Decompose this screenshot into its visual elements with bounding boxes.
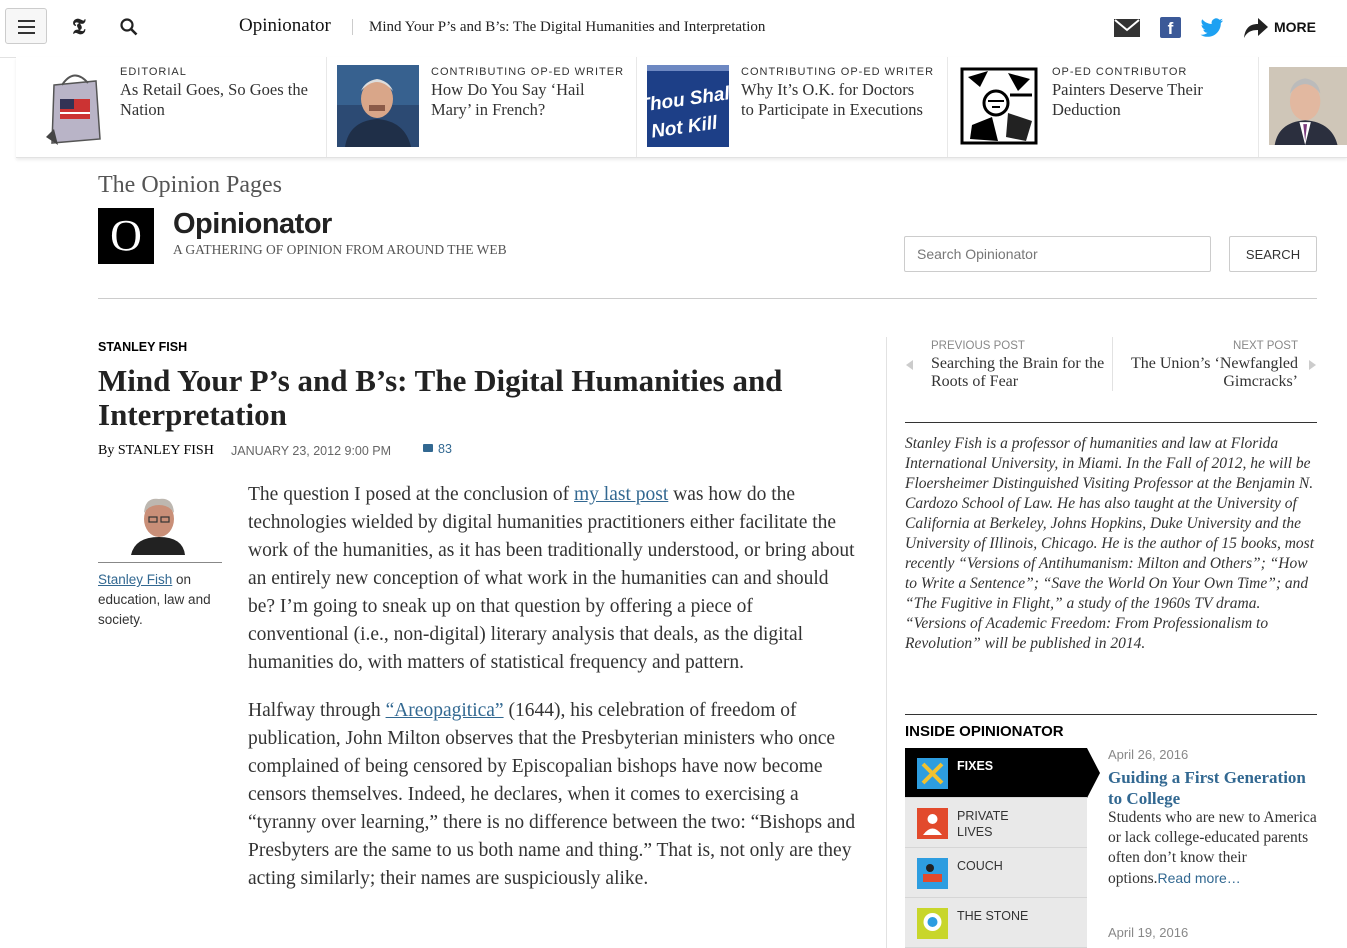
couch-icon	[917, 858, 948, 889]
summary-text: Students who are new to America or lack college-educated parents often don’t know their options.	[1108, 809, 1317, 887]
divider	[905, 714, 1317, 715]
ribbon	[16, 57, 1347, 158]
blog-title[interactable]: Opinionator	[173, 208, 332, 240]
ribbon-kicker: OP-ED CONTRIBUTOR	[1052, 66, 1188, 78]
ribbon-item[interactable]	[16, 57, 327, 157]
divider	[905, 422, 1317, 423]
ribbon-title[interactable]: How Do You Say ‘Hail Mary’ in French?	[431, 80, 585, 119]
paragraph	[248, 697, 858, 893]
svg-text:Thou Shalt: Thou Shalt	[637, 82, 738, 117]
next-post-link[interactable]: The Union’s ‘Newfangled Gimcracks’	[1130, 355, 1298, 390]
tab-fixes[interactable]	[905, 748, 1087, 798]
ribbon-title[interactable]: Why It’s O.K. for Doctors to Participate in Executions	[741, 80, 923, 119]
author-description: on education, law and society.	[98, 572, 211, 627]
divider	[352, 19, 353, 35]
ribbon-item[interactable]	[637, 57, 948, 157]
menu-icon-bar	[18, 26, 35, 28]
ribbon-kicker: CONTRIBUTING OP-ED WRITER	[431, 66, 625, 78]
tab-label: PRIVATE LIVES	[957, 809, 1009, 839]
more-button[interactable]: MORE	[1274, 19, 1316, 35]
share-arrow-icon[interactable]	[1243, 17, 1269, 39]
nyt-logo[interactable]: 𝕿	[72, 14, 86, 39]
chevron-left-icon[interactable]	[906, 360, 913, 370]
paragraph-text: (1644), his celebration of freedom of publication, John Milton observes that the Presbyterian ministers who once complained of being censored by Episcopalian bishops have now become censors themselves. Indeed, he declares, when it comes to exercising a “tyranny over learning,” there is no difference between the two: “Bishops and Presbyters are the same to us both name and thing.” That is, not only are they acting similarly; their names are suspiciously alike.	[248, 700, 856, 889]
read-more-link[interactable]: Read more…	[1157, 870, 1241, 886]
article-body	[248, 481, 858, 913]
active-tab-pointer	[1087, 748, 1100, 798]
author-blurb	[98, 570, 228, 630]
paragraph	[248, 481, 858, 677]
private-lives-icon	[917, 808, 948, 839]
ribbon-thumbnail-portrait	[1269, 65, 1347, 147]
ribbon-item[interactable]	[327, 57, 637, 157]
divider	[98, 298, 1317, 299]
tab-label: COUCH	[957, 859, 1003, 873]
tab-private-lives[interactable]	[905, 798, 1087, 848]
next-post-label: NEXT POST	[1233, 340, 1298, 352]
tab-the-stone[interactable]	[905, 898, 1087, 948]
chevron-right-icon[interactable]	[1309, 360, 1316, 370]
ribbon-thumbnail-shopping-bag	[34, 65, 116, 147]
paragraph-text: Halfway through	[248, 700, 386, 721]
search-button[interactable]: SEARCH	[1229, 236, 1317, 272]
tab-label: FIXES	[957, 759, 994, 773]
ribbon-thumbnail-protest-sign	[637, 65, 738, 147]
article-title: Mind Your P’s and B’s: The Digital Humanities and Interpretation	[98, 363, 783, 432]
ribbon-kicker: CONTRIBUTING OP-ED WRITER	[741, 66, 935, 78]
ribbon-title[interactable]: As Retail Goes, So Goes the Nation	[120, 80, 308, 119]
comments-link[interactable]	[423, 442, 452, 456]
inside-opinionator-label: INSIDE OPINIONATOR	[905, 723, 1064, 740]
tab-couch[interactable]	[905, 848, 1087, 898]
article-kicker[interactable]: STANLEY FISH	[98, 340, 188, 354]
author-photo[interactable]	[129, 491, 187, 555]
ribbon-item[interactable]	[948, 57, 1259, 157]
search-icon[interactable]	[120, 18, 138, 36]
feature-date: April 26, 2016	[1108, 747, 1189, 762]
next-feature-date: April 19, 2016	[1108, 925, 1189, 940]
previous-post-link[interactable]: Searching the Brain for the Roots of Fear	[931, 355, 1105, 390]
top-headline: Mind Your P’s and B’s: The Digital Humanities and Interpretation	[369, 19, 766, 35]
tab-label: THE STONE	[957, 909, 1029, 923]
inside-tabs	[905, 748, 1087, 948]
ribbon-thumbnail-speaker	[337, 65, 419, 147]
divider	[98, 562, 222, 563]
blog-tagline: A GATHERING OF OPINION FROM AROUND THE WEB	[173, 242, 507, 257]
top-bar	[0, 0, 1347, 58]
comment-count[interactable]: 83	[438, 442, 452, 456]
email-icon[interactable]	[1114, 18, 1140, 38]
ribbon-thumbnail-cartoon	[958, 65, 1040, 147]
section-name[interactable]: Opinionator	[239, 15, 331, 36]
paragraph-text: The question I posed at the conclusion of	[248, 484, 575, 505]
menu-icon-bar	[18, 32, 35, 34]
previous-post-label: PREVIOUS POST	[931, 340, 1025, 352]
the-stone-icon	[917, 908, 948, 939]
ribbon-kicker: EDITORIAL	[120, 66, 187, 78]
feature-summary	[1108, 808, 1318, 889]
ribbon-title[interactable]: Painters Deserve Their Deduction	[1052, 80, 1203, 119]
ribbon-item[interactable]	[1259, 57, 1347, 157]
comment-icon	[423, 444, 433, 452]
svg-text:Not Kill: Not Kill	[649, 112, 719, 143]
menu-icon	[18, 20, 35, 22]
twitter-icon[interactable]	[1200, 18, 1224, 38]
fixes-icon	[917, 758, 948, 789]
facebook-icon[interactable]: f	[1160, 17, 1181, 38]
search-input[interactable]	[904, 236, 1211, 272]
my-last-post-link[interactable]: my last post	[574, 484, 669, 505]
column-divider	[886, 337, 887, 948]
paragraph-text: was how do the technologies wielded by digital humanities practitioners either facilitate the work of the humanities, as it has been traditionally understood, or bring about an entirely new conception of what work in the humanities can and should be? I’m going to sneak up on that question by offering a piece of conventional (i.e., non-digital) literary analysis that deals, as the digital humanities do, with matters of statistical frequency and pattern.	[248, 484, 855, 673]
author-link[interactable]: Stanley Fish	[98, 572, 173, 587]
byline[interactable]: By STANLEY FISH	[98, 443, 214, 458]
opinionator-logo[interactable]: O	[98, 208, 154, 264]
feature-title[interactable]: Guiding a First Generation to College	[1108, 768, 1306, 808]
author-bio: Stanley Fish is a professor of humanities and law at Florida International University, in Miami. In the Fall of 2012, he will be Floersheimer Distinguished Visiting Professor at the Benjamin N. Cardozo School of Law. He has also taught at the University of California at Berkeley, Johns Hopkins, Duke University and the University of Illinois, Chicago. He is the author of 15 books, most recently “Versions of Antihumanism: Milton and Others”; “How to Write a Sentence”; “Save the World On Your Own Time”; and “The Fugitive in Flight,” a study of the 1960s TV drama. “Versions of Academic Freedom: From Professionalism to Revolution” will be published in 2014.	[905, 435, 1315, 652]
article-date: JANUARY 23, 2012 9:00 PM	[231, 444, 392, 458]
menu-button[interactable]	[5, 8, 47, 44]
opinion-pages-label[interactable]: The Opinion Pages	[98, 172, 282, 198]
areopagitica-link[interactable]: “Areopagitica”	[385, 700, 504, 721]
